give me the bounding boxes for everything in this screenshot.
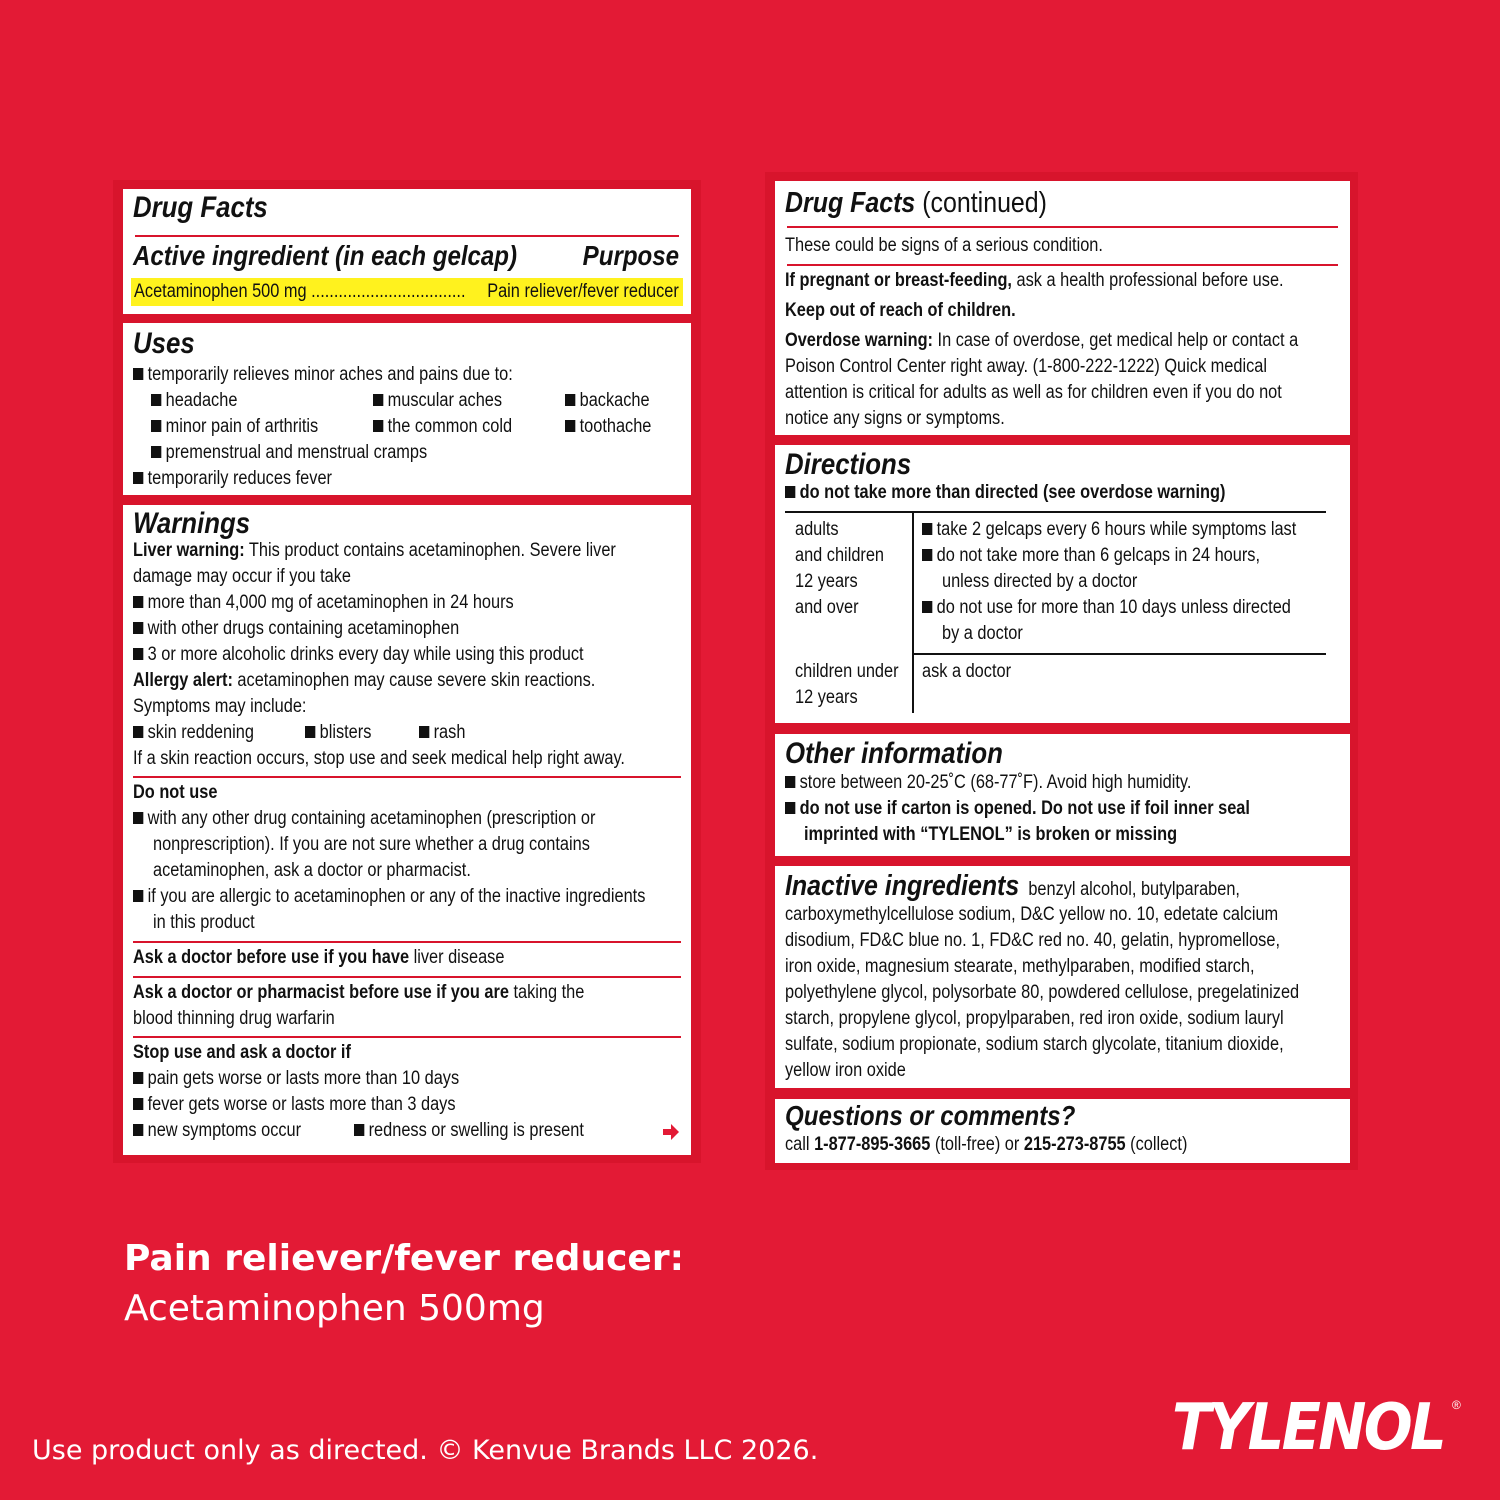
inactive-ingredients-line: polyethylene glycol, polysorbate 80, powdered cellulose, pregelatinized	[785, 982, 1300, 1003]
overdose-warning-text-4: notice any signs or symptoms.	[785, 408, 1005, 429]
divider	[133, 776, 681, 778]
drug-facts-title: Drug Facts	[133, 191, 268, 224]
bullet-icon	[373, 394, 383, 406]
do-not-use-title: Do not use	[133, 782, 218, 803]
symptom-item: rash	[433, 722, 466, 743]
bullet-icon	[151, 446, 161, 458]
divider	[133, 1036, 681, 1038]
purpose-text: Pain reliever/fever reducer	[487, 281, 679, 302]
continued-label: (continued)	[922, 187, 1047, 219]
overdose-warning-text-2: Poison Control Center right away. (1-800-222-1222) Quick medical	[785, 356, 1267, 377]
bullet-icon	[785, 486, 795, 498]
liver-warning-label: Liver warning:	[133, 540, 245, 561]
liver-item: with other drugs containing acetaminophen	[147, 618, 460, 639]
other-information-title: Other information	[785, 737, 1003, 770]
adults-direction: do not use for more than 10 days unless directed	[936, 597, 1291, 618]
ask-doctor-label: Ask a doctor before use if you have	[133, 947, 410, 968]
bullet-icon	[133, 472, 143, 484]
active-ingredient-header: Active ingredient (in each gelcap)	[133, 240, 518, 271]
questions-box	[775, 1099, 1350, 1163]
liver-item: more than 4,000 mg of acetaminophen in 24 hours	[147, 592, 514, 613]
children-direction: ask a doctor	[922, 661, 1012, 682]
uses-intro: temporarily relieves minor aches and pains due to:	[147, 364, 513, 385]
bullet-icon	[133, 648, 143, 660]
inactive-ingredients-line: iron oxide, magnesium stearate, methylparaben, modified starch,	[785, 956, 1255, 977]
bullet-icon	[785, 776, 795, 788]
inactive-ingredients-line: yellow iron oxide	[785, 1060, 906, 1081]
children-label-line: 12 years	[795, 687, 858, 708]
bullet-icon	[785, 802, 795, 814]
uses-title: Uses	[133, 327, 195, 360]
pregnant-text: ask a health professional before use.	[1016, 270, 1284, 291]
bullet-icon	[922, 601, 932, 613]
divider	[133, 976, 681, 978]
bullet-icon	[133, 812, 143, 824]
brand-wordmark: TYLENOL	[1172, 1391, 1445, 1465]
drug-facts-header-box	[123, 189, 691, 314]
directions-note: do not take more than directed (see overdose warning)	[799, 482, 1226, 503]
adults-label-line: 12 years	[795, 571, 858, 592]
children-label-line: children under	[795, 661, 899, 682]
symptom-item: blisters	[319, 722, 372, 743]
liver-warning-text-2: damage may occur if you take	[133, 566, 351, 587]
inactive-ingredients-line: disodium, FD&C blue no. 1, FD&C red no. 40, gelatin, hypromellose,	[785, 930, 1280, 951]
continue-arrow-icon	[662, 1123, 680, 1141]
liver-warning-text: This product contains acetaminophen. Severe liver	[248, 540, 616, 561]
stop-use-item: pain gets worse or lasts more than 10 days	[147, 1068, 460, 1089]
ask-pharmacist-label: Ask a doctor or pharmacist before use if you are	[133, 982, 509, 1003]
stop-use-item: redness or swelling is present	[368, 1120, 584, 1141]
do-not-use-item-cont: in this product	[153, 912, 255, 933]
drug-facts-continued-box	[775, 181, 1350, 435]
warnings-box	[123, 505, 691, 1155]
bullet-icon	[305, 726, 315, 738]
use-item: toothache	[579, 416, 652, 437]
table-top-rule	[785, 511, 1326, 513]
active-ingredient-row	[131, 278, 683, 306]
toll-free-label: (toll-free) or	[934, 1134, 1020, 1155]
bullet-icon	[133, 1098, 143, 1110]
liver-item: 3 or more alcoholic drinks every day while using this product	[147, 644, 584, 665]
do-not-use-item-cont: acetaminophen, ask a doctor or pharmacist.	[153, 860, 471, 881]
storage-text: store between 20-25˚C (68-77˚F). Avoid high humidity.	[799, 772, 1192, 793]
ask-pharmacist-text-2: blood thinning drug warfarin	[133, 1008, 335, 1029]
divider	[787, 264, 1338, 266]
footer-headline: Pain reliever/fever reducer:	[124, 1238, 684, 1279]
allergy-alert-label: Allergy alert:	[133, 670, 233, 691]
bullet-icon	[565, 420, 575, 432]
ask-pharmacist-text: taking the	[513, 982, 585, 1003]
use-item: the common cold	[387, 416, 513, 437]
adults-label-line: and children	[795, 545, 885, 566]
bullet-icon	[151, 420, 161, 432]
overdose-warning-text: In case of overdose, get medical help or contact a	[937, 330, 1299, 351]
carton-warning-cont: imprinted with “TYLENOL” is broken or missing	[804, 824, 1178, 845]
stop-use-title: Stop use and ask a doctor if	[133, 1042, 351, 1063]
toll-free-phone: 1-877-895-3665	[814, 1134, 931, 1155]
bullet-icon	[133, 622, 143, 634]
inactive-ingredients-line: carboxymethylcellulose sodium, D&C yellow no. 10, edetate calcium	[785, 904, 1279, 925]
uses-box	[123, 323, 691, 495]
adults-direction-cont: by a doctor	[942, 623, 1023, 644]
do-not-use-item: with any other drug containing acetaminophen (prescription or	[147, 808, 596, 829]
keep-out-of-reach: Keep out of reach of children.	[785, 300, 1016, 321]
inactive-ingredients-line: benzyl alcohol, butylparaben,	[1028, 879, 1240, 900]
pregnant-label: If pregnant or breast-feeding,	[785, 270, 1012, 291]
bullet-icon	[133, 1124, 143, 1136]
use-item: premenstrual and menstrual cramps	[165, 442, 428, 463]
use-item: headache	[165, 390, 238, 411]
bullet-icon	[373, 420, 383, 432]
purpose-header: Purpose	[582, 240, 679, 271]
inactive-ingredients-title: Inactive ingredients	[785, 870, 1020, 902]
bullet-icon	[133, 726, 143, 738]
use-item: minor pain of arthritis	[165, 416, 319, 437]
drug-facts-title-continued: Drug Facts	[785, 187, 916, 219]
stop-use-item: new symptoms occur	[147, 1120, 302, 1141]
overdose-warning-text-3: attention is critical for adults as well as for children even if you do not	[785, 382, 1282, 403]
bullet-icon	[419, 726, 429, 738]
carton-warning: do not use if carton is opened. Do not use if foil inner seal	[799, 798, 1250, 819]
adults-label-line: and over	[795, 597, 859, 618]
ask-doctor-text: liver disease	[413, 947, 505, 968]
divider	[787, 226, 1338, 228]
symptom-item: skin reddening	[147, 722, 254, 743]
do-not-use-item-cont: nonprescription). If you are not sure whether a drug contains	[153, 834, 590, 855]
other-information-box	[775, 734, 1350, 856]
questions-title: Questions or comments?	[785, 1100, 1076, 1131]
call-label: call	[785, 1134, 810, 1155]
allergy-alert-text-2: Symptoms may include:	[133, 696, 307, 717]
use-item: backache	[579, 390, 650, 411]
skin-reaction-text: If a skin reaction occurs, stop use and seek medical help right away.	[133, 748, 625, 769]
bullet-icon	[133, 596, 143, 608]
adults-direction-cont: unless directed by a doctor	[942, 571, 1138, 592]
use-item: muscular aches	[387, 390, 503, 411]
bullet-icon	[922, 549, 932, 561]
footer-disclaimer: Use product only as directed. © Kenvue Brands LLC 2026.	[32, 1435, 819, 1466]
bullet-icon	[354, 1124, 364, 1136]
active-ingredient-name: Acetaminophen 500 mg	[134, 281, 307, 302]
bullet-icon	[565, 394, 575, 406]
use-fever: temporarily reduces fever	[147, 468, 332, 489]
stop-use-item: fever gets worse or lasts more than 3 days	[147, 1094, 456, 1115]
adults-direction: take 2 gelcaps every 6 hours while symptoms last	[936, 519, 1297, 540]
bullet-icon	[133, 1072, 143, 1084]
divider	[135, 235, 679, 237]
dot-leader: ..................................	[311, 281, 466, 302]
adults-label-line: adults	[795, 519, 839, 540]
inactive-ingredients-line: starch, propylene glycol, propylparaben, red iron oxide, sodium lauryl	[785, 1008, 1284, 1029]
tylenol-logo	[1172, 1390, 1472, 1470]
bullet-icon	[151, 394, 161, 406]
divider	[133, 941, 681, 943]
collect-label: (collect)	[1130, 1134, 1188, 1155]
table-row-divider	[912, 653, 1326, 655]
registered-mark: ®	[1452, 1398, 1461, 1412]
bullet-icon	[133, 890, 143, 902]
allergy-alert-text: acetaminophen may cause severe skin reactions.	[237, 670, 596, 691]
directions-title: Directions	[785, 448, 912, 481]
inactive-ingredients-line: sulfate, sodium propionate, sodium starch glycolate, titanium dioxide,	[785, 1034, 1284, 1055]
do-not-use-item: if you are allergic to acetaminophen or any of the inactive ingredients	[147, 886, 646, 907]
footer-subline: Acetaminophen 500mg	[124, 1288, 545, 1329]
warnings-title: Warnings	[133, 507, 251, 540]
collect-phone: 215-273-8755	[1023, 1134, 1126, 1155]
overdose-warning-label: Overdose warning:	[785, 330, 934, 351]
serious-condition-text: These could be signs of a serious condition.	[785, 235, 1103, 256]
bullet-icon	[133, 368, 143, 380]
inactive-ingredients-box	[775, 866, 1350, 1088]
directions-box	[775, 445, 1350, 723]
adults-direction: do not take more than 6 gelcaps in 24 hours,	[936, 545, 1261, 566]
bullet-icon	[922, 523, 932, 535]
